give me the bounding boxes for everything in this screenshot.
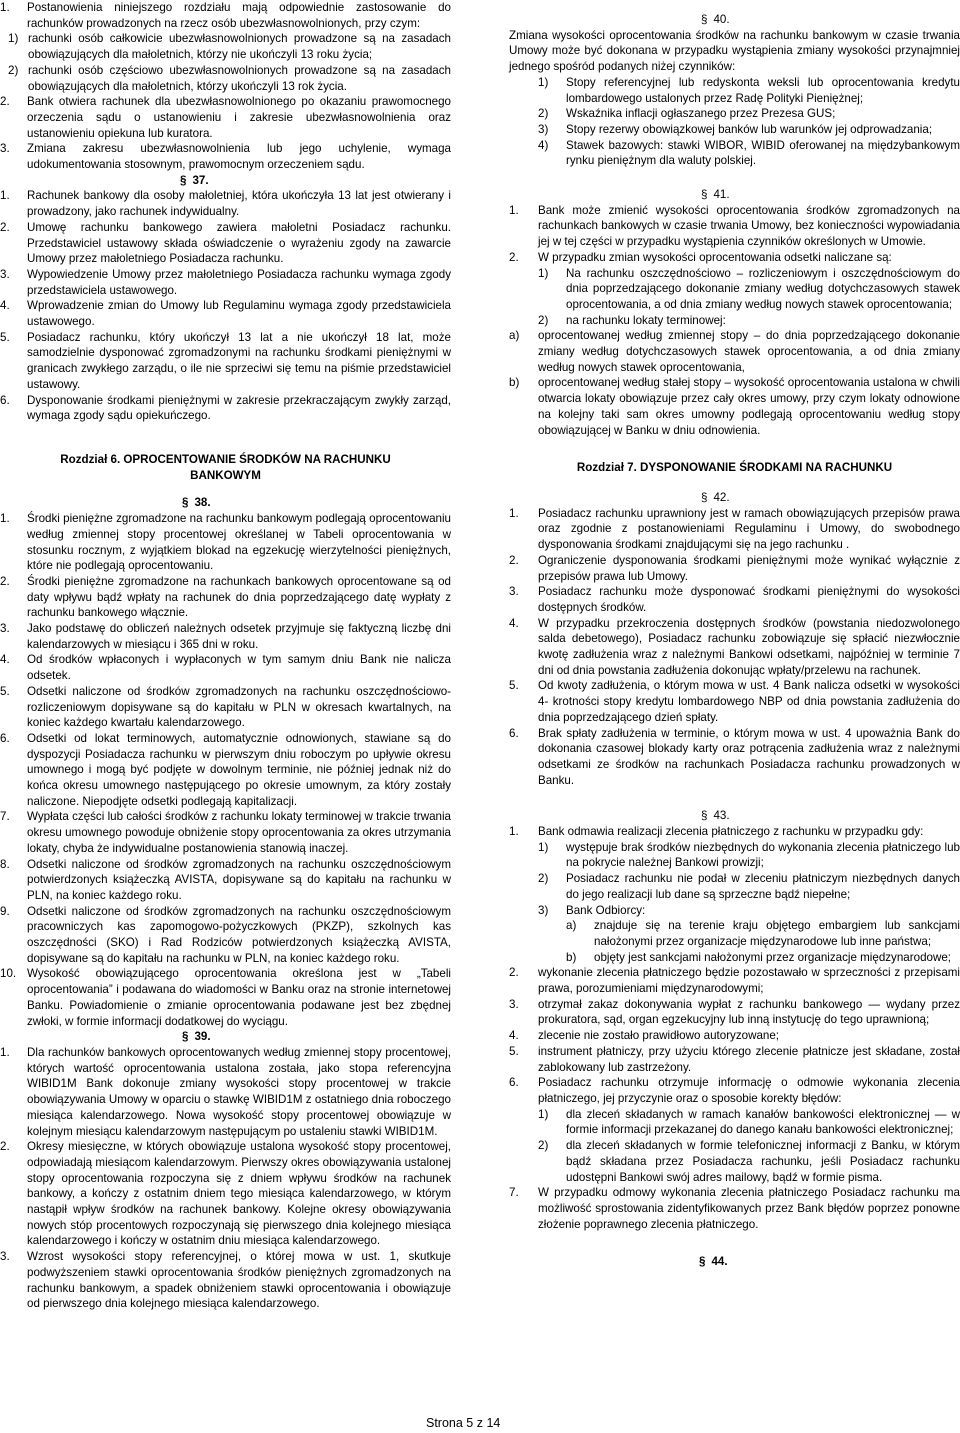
item-text: Odsetki od lokat terminowych, automatycznie odnowionych, stawiane są do dyspozycji Posiadacza rachunku w pierwszym dniu roboczym po upływie okresu umownego i mogą być podjęte w dowolnym terminie, nie później jednak niż do końca okresu umownego następującego po okresie umownym, za który zostały naliczone. Niepodjęte odsetki podlegają kapitalizacji.	[27, 731, 451, 808]
item-number: 1)	[538, 266, 549, 280]
item-number: 1.	[0, 1, 10, 14]
item-number: 2)	[8, 63, 19, 77]
list-item	[538, 138, 960, 169]
list-item	[0, 220, 451, 267]
item-number: 5.	[509, 679, 519, 693]
section-38-list	[0, 511, 451, 1029]
section-37-heading: § 37.	[180, 173, 209, 187]
list-item	[538, 106, 960, 122]
item-text: Postanowienia niniejszego rozdziału mają odpowiednie zastosowanie do rachunków prowadzonych na rzecz osób ubezwłasnowolnionych, przy czym:	[27, 1, 451, 30]
list-item	[8, 31, 451, 62]
item-text: Bank otwiera rachunek dla ubezwłasnowolnionego po okazaniu prawomocnego orzeczenia sądu o ustanowieniu i zakresie ubezwłasnowolnienia oraz ustanowieniu opiekuna lub kuratora.	[27, 95, 451, 140]
list-item	[0, 1045, 451, 1139]
item-text: Od kwoty zadłużenia, o którym mowa w ust. 4 Bank nalicza odsetki w wysokości 4- krotności stopy kredytu lombardowego NBP od dnia powstania zadłużenia do dnia poprzedzającego dzień spłaty.	[538, 679, 960, 724]
section-43-heading: § 43.	[701, 809, 730, 823]
item-text: dla zleceń składanych w ramach kanałów bankowości elektronicznej — w formie informacji przekazanej do danego kanału bankowości elektronicznej;	[566, 1107, 960, 1137]
item-text: instrument płatniczy, przy użyciu którego zlecenie płatnicze jest składane, został zablokowany lub zastrzeżony.	[538, 1044, 960, 1074]
item-number: 3.	[0, 267, 10, 281]
item-text: Bank może zmienić wysokości oprocentowania środków zgromadzonych na rachunkach bankowych w czasie trwania Umowy, bez konieczności wypowiadania jej w tej części w przypadku wystąpienia czynników określonych w Umowie.	[538, 203, 960, 249]
item-text: otrzymał zakaz dokonywania wypłat z rachunku bankowego — wydany przez prokuratora, sąd, organ egzekucyjny lub inną instytucję do tego uprawnioną;	[538, 997, 960, 1027]
section-38-heading: § 38.	[182, 496, 211, 510]
item-number: 2)	[538, 313, 549, 327]
list-item	[566, 950, 960, 966]
item-text: oprocentowanej według stałej stopy – wysokość oprocentowania ustalona w chwili otwarcia lokaty obowiązuje przez cały okres umowy, przy czym lokaty odnowione na kolejny taki sam okres umowny podlegają oprocentowaniu według stopy obowiązującej w Banku w dniu odnowienia.	[538, 376, 960, 437]
item-text: Posiadacz rachunku uprawniony jest w ramach obowiązujących przepisów prawa oraz zgodnie z postanowieniami Regulaminu i Umowy, do swobodnego dysponowania środkami znajdującymi się na jego rachunku .	[538, 506, 960, 552]
list-item	[509, 1028, 960, 1044]
item-text: Bank odmawia realizacji zlecenia płatniczego z rachunku w przypadku gdy:	[538, 825, 924, 839]
list-item	[538, 1107, 960, 1138]
item-number: 2.	[0, 1140, 10, 1154]
item-number: 2)	[538, 107, 549, 121]
list-item	[509, 965, 960, 996]
item-number: 1.	[0, 512, 10, 526]
item-text: Środki pieniężne zgromadzone na rachunkach bankowych oprocentowane są od daty wpływu bądź wpłaty na rachunek do dnia poprzedzającego datę wypłaty z rachunku bankowego włącznie.	[27, 574, 451, 620]
list-item	[8, 63, 451, 94]
list-item	[0, 684, 451, 731]
item-text: występuje brak środków niezbędnych do wykonania zlecenia płatniczego lub na pokrycie należnej Bankowi prowizji;	[566, 840, 960, 870]
item-number: 1)	[538, 840, 549, 854]
section-41-heading: § 41.	[701, 188, 730, 202]
item-text: Odsetki naliczone od środków zgromadzonych na rachunku oszczędnościowo- rozliczeniowym dopisywane są do kapitału w PLN w okresach kwartalnych, na koniec każdego kwartału kalendarzowego.	[27, 684, 451, 730]
list-item	[0, 857, 451, 904]
item-text: Zmiana zakresu ubezwłasnowolnienia lub jego uchylenie, wymaga udokumentowania stosownym, prawomocnym orzeczeniem sądu.	[27, 142, 451, 172]
section-37-list	[0, 188, 451, 424]
list-item	[509, 375, 960, 438]
item-text: rachunki osób częściowo ubezwłasnowolnionych prowadzone są na zasadach obowiązujących dla małoletnich, którzy ukończyli 13 rok życia.	[28, 63, 451, 93]
item-number: 5.	[0, 330, 10, 344]
item-number: 3.	[0, 142, 10, 156]
section-40-heading: § 40.	[701, 13, 730, 26]
list-item	[0, 298, 451, 329]
item-number: 10.	[0, 967, 17, 981]
list-item	[0, 904, 451, 967]
list-item	[538, 871, 960, 902]
item-text: Dysponowanie środkami pieniężnymi w zakresie przekraczającym zwykły zarząd, wymaga zgody sądu opiekuńczego.	[27, 393, 451, 423]
item-text: Wypłata części lub całości środków z rachunku lokaty terminowej w trakcie trwania okresu umownego powoduje obniżenie stopy oprocentowania za okres utrzymania lokaty, chyba że indywidualne postanowienia stanowią inaczej.	[27, 810, 451, 855]
item-text: objęty jest sankcjami nałożonymi przez organizacje międzynarodowe;	[594, 950, 952, 964]
list-item	[0, 731, 451, 810]
item-number: 4.	[509, 1029, 519, 1043]
item-number: 4.	[0, 299, 10, 313]
item-text: Posiadacz rachunku nie podał w zleceniu płatniczym niezbędnych danych do jego realizacji lub dane są sprzeczne bądź niepełne;	[566, 872, 960, 901]
section-42-heading: § 42.	[701, 490, 730, 504]
item-number: 1)	[538, 75, 549, 89]
list-item	[0, 1139, 451, 1249]
item-number: 9.	[0, 904, 10, 918]
list-item	[509, 1044, 960, 1075]
item-number: 4.	[509, 616, 519, 630]
item-text: dla zleceń składanych w formie telefonicznej informacji z Banku, w którym bądź składana przez Posiadacza rachunku, jeśli Posiadacz rachunku udostępni Bankowi swój adres mailowy, bądź w formie pisma.	[566, 1139, 960, 1184]
item-text: Posiadacz rachunku może dysponować środkami pieniężnymi do wysokości dostępnych środków.	[538, 585, 960, 614]
section-39-list	[0, 1045, 451, 1312]
item-number: 1.	[509, 203, 519, 217]
item-text: Stopy rezerwy obowiązkowej banków lub warunków jej odprowadzania;	[566, 122, 933, 136]
item-text: W przypadku zmian wysokości oprocentowania odsetki naliczane są:	[538, 250, 892, 264]
item-number: 1)	[8, 32, 19, 46]
list-item	[0, 0, 451, 31]
item-text: Stopy referencyjnej lub redyskonta weksli lub oprocentowania kredytu lombardowego ustalonych przez Radę Polityki Pieniężnej;	[566, 75, 960, 105]
item-number: 6.	[0, 393, 10, 407]
list-item	[538, 266, 960, 313]
item-text: Posiadacz rachunku otrzymuje informację o odmowie wykonania zlecenia płatniczego, jej przyczynie oraz o sposobie korekty błędów:	[538, 1076, 960, 1105]
item-text: Rachunek bankowy dla osoby małoletniej, która ukończyła 13 lat jest otwierany i prowadzony, jako rachunek indywidualny.	[27, 189, 451, 219]
list-item	[0, 94, 451, 141]
item-text: zlecenie nie zostało prawidłowo autoryzowane;	[538, 1029, 780, 1043]
item-text: Okresy miesięczne, w których obowiązuje ustalona wysokość stopy procentowej, odpowiadają miesiącom kalendarzowym. Pierwszy okres obowiązywania ustalonej stopy oprocentowania rozpoczyna się z dniem wpływu środków na rachunek bankowy, a kończy z ostatnim dniem tego miesiąca kalendarzowego, w którym nastąpił wpływ środków na rachunek bankowy. Kolejne okresy obowiązywania nowych stóp procentowych rozpoczynają się pierwszego dnia kolejnego miesiąca kalendarzowego i kończy w ostatnim dniu miesiąca kalendarzowego.	[27, 1140, 451, 1248]
item-text: Odsetki naliczone od środków zgromadzonych na rachunku oszczędnościowym pracowniczych kas zapomogowo-pożyczkowych (PKZP), szkolnych kas oszczędności (SKO) i Rad Rodziców potwierdzonych książeczką AVISTA, dopisywane są do kapitału na rachunku w PLN, na koniec każdego roku.	[27, 904, 451, 965]
list-item	[509, 1185, 960, 1232]
item-number: 6.	[509, 1076, 519, 1090]
item-text: W przypadku przekroczenia dostępnych środków (powstania niedozwolonego salda debetowego), Posiadacz rachunku zobowiązuje się spłacić niezwłocznie kwotę zadłużenia wraz z należnymi Bankowi odsetkami, najpóźniej w terminie 7 dni od dnia powstania zadłużenia dokonując wpłaty/przelewu na rachunek.	[538, 616, 960, 677]
list-item	[509, 584, 960, 615]
item-number: 4)	[538, 138, 549, 152]
list-item	[509, 616, 960, 679]
section-41-list	[509, 203, 960, 439]
item-number: 2.	[509, 250, 519, 264]
item-text: Na rachunku oszczędnościowo – rozliczeniowym i oszczędnościowym do dnia poprzedzającego dokonanie zmiany według dotychczasowych stawek oprocentowania, a od dnia zmiany według nowych stawek oprocentowania;	[566, 266, 960, 311]
item-text: Stawek bazowych: stawki WIBOR, WIBID oferowanej na międzybankowym rynku pieniężnym dla waluty polskiej.	[566, 138, 960, 168]
item-number: 1.	[0, 189, 10, 203]
list-item	[538, 75, 960, 106]
list-item	[509, 328, 960, 375]
list-item	[566, 918, 960, 949]
item-number: 2.	[0, 220, 10, 234]
list-item	[0, 809, 451, 856]
item-text: Wskaźnika inflacji ogłaszanego przez Prezesa GUS;	[566, 107, 836, 121]
list-item	[509, 1075, 960, 1106]
list-item	[0, 1249, 451, 1312]
item-text: Dla rachunków bankowych oprocentowanych według zmiennej stopy procentowej, których wartość oprocentowania ustalona została, jako stopa referencyjna WIBID1M Bank dokonuje zmiany wysokości stopy procentowej w trakcie obowiązywania Umowy w oparciu o stawkę WIBID1M z ostatniego dnia roboczego miesiąca kalendarzowego. Nowa wysokość stopy procentowej obowiązuje w kolejnym miesiącu kalendarzowym następującym po ustaleniu stawki WIBID1M.	[27, 1046, 451, 1138]
list-item	[0, 141, 451, 172]
item-number: b)	[566, 950, 577, 964]
item-text: Umowę rachunku bankowego zawiera małoletni Posiadacz rachunku. Przedstawiciel ustawowy składa oświadczenie o wyrażeniu zgody na zawarcie Umowy przez małoletniego Posiadacza rachunku.	[27, 220, 451, 266]
item-text: Ograniczenie dysponowania środkami pieniężnymi może wynikać wyłącznie z przepisów prawa lub Umowy.	[538, 553, 960, 583]
list-item	[0, 267, 451, 298]
section-40-intro: Zmiana wysokości oprocentowania środków na rachunku bankowym w czasie trwania Umowy może być dokonana w przypadku wystąpienia zmiany wysokości przynajmniej jednego spośród podanych niżej czynników:	[509, 28, 960, 74]
item-number: 5.	[509, 1044, 519, 1058]
item-text: znajduje się na terenie kraju objętego embargiem lub sankcjami nałożonymi przez organizacje międzynarodowe lub inne państwa;	[594, 919, 960, 948]
list-item	[538, 1138, 960, 1185]
item-number: 3.	[0, 622, 10, 636]
item-text: Środki pieniężne zgromadzone na rachunku bankowym podlegają oprocentowaniu według zmiennej stopy procentowej określanej w Tabeli oprocentowania w stosunku rocznym, z wyjątkiem blokad na egzekucję wierzytelności pieniężnych, które nie podlegają oprocentowaniu.	[27, 512, 451, 573]
item-text: Bank Odbiorcy:	[566, 903, 646, 917]
left-column	[0, 0, 451, 1312]
page-footer: Strona 5 z 14	[426, 1416, 501, 1430]
item-number: 3)	[538, 122, 549, 136]
item-text: Posiadacz rachunku, który ukończył 13 lat a nie ukończył 18 lat, może samodzielnie dysponować zgromadzonymi na rachunku środkami pieniężnymi w granicach zwykłego zarządu, o ile nie sprzeciwi się temu na piśmie przedstawiciel ustawowy.	[27, 330, 451, 391]
list-item	[0, 393, 451, 424]
list-item	[0, 330, 451, 393]
section-40-list	[509, 75, 960, 169]
item-number: 6.	[509, 726, 519, 740]
item-text: rachunki osób całkowicie ubezwłasnowolnionych prowadzone są na zasadach obowiązujących dla małoletnich, którzy nie ukończyli 13 roku życia;	[28, 32, 451, 62]
item-number: 5.	[0, 684, 10, 698]
list-item	[0, 652, 451, 683]
item-number: 8.	[0, 857, 10, 871]
list-item	[538, 313, 960, 329]
list-item	[538, 840, 960, 871]
list-item	[509, 506, 960, 553]
list-item	[0, 511, 451, 574]
list-item	[509, 997, 960, 1028]
item-number: 1.	[0, 1046, 10, 1059]
item-text: Wypowiedzenie Umowy przez małoletniego Posiadacza rachunku wymaga zgody przedstawiciela ustawowego.	[27, 267, 451, 297]
list-item	[0, 188, 451, 219]
list-item	[509, 824, 960, 840]
list-item	[509, 203, 960, 250]
section-36-list	[0, 0, 451, 173]
chapter-6-heading: Rozdział 6. OPROCENTOWANIE ŚRODKÓW NA RACHUNKU BANKOWYM	[60, 452, 391, 482]
section-39-heading: § 39.	[182, 1030, 211, 1044]
list-item	[509, 250, 960, 266]
item-number: 1.	[509, 825, 519, 839]
item-number: 2)	[538, 1139, 549, 1153]
item-number: a)	[566, 919, 577, 933]
item-text: Wzrost wysokości stopy referencyjnej, o której mowa w ust. 1, skutkuje podwyższeniem stawki oprocentowania środków pieniężnych zgromadzonych na rachunku bankowym, a spadek obniżeniem stawki oprocentowania i obowiązuje od pierwszego dnia kolejnego miesiąca kalendarzowego.	[27, 1250, 451, 1311]
item-text: Odsetki naliczone od środków zgromadzonych na rachunku oszczędnościowym potwierdzonych książeczką AVISTA, dopisywane są do kapitału na rachunku w PLN, na koniec każdego roku.	[27, 857, 451, 902]
list-item	[509, 726, 960, 789]
item-number: 2)	[538, 872, 549, 886]
item-number: 2.	[509, 966, 519, 980]
chapter-7-heading: Rozdział 7. DYSPONOWANIE ŚRODKAMI NA RACHUNKU	[576, 461, 893, 475]
item-number: 1.	[509, 506, 519, 520]
list-item	[509, 553, 960, 584]
list-item	[538, 903, 960, 919]
item-text: na rachunku lokaty terminowej:	[566, 313, 726, 327]
item-number: 3)	[538, 903, 549, 917]
item-text: wykonanie zlecenia płatniczego będzie pozostawało w sprzeczności z przepisami prawa, porozumieniami międzynarodowymi;	[538, 966, 960, 996]
item-text: Wprowadzenie zmian do Umowy lub Regulaminu wymaga zgody przedstawiciela ustawowego.	[27, 299, 451, 329]
item-text: Jako podstawę do obliczeń należnych odsetek przyjmuje się faktyczną liczbę dni kalendarzowych w miesiącu i 365 dni w roku.	[27, 622, 451, 651]
item-number: 2.	[0, 574, 10, 588]
section-44-heading: § 44.	[699, 1255, 728, 1269]
item-number: 1)	[538, 1107, 549, 1121]
list-item	[0, 574, 451, 621]
list-item	[0, 966, 451, 1029]
item-number: 3.	[509, 997, 519, 1011]
list-item	[0, 621, 451, 652]
item-number: 3.	[0, 1250, 10, 1264]
item-text: oprocentowanej według zmiennej stopy – do dnia poprzedzającego dokonanie zmiany według dotychczasowych stawek oprocentowania, a od dnia zmiany według nowych stawek oprocentowania,	[538, 329, 960, 374]
list-item	[538, 122, 960, 138]
item-number: 3.	[509, 585, 519, 599]
item-text: Od środków wpłaconych i wypłaconych w tym samym dniu Bank nie nalicza odsetek.	[27, 653, 451, 683]
item-number: b)	[509, 376, 520, 390]
item-number: 2.	[0, 95, 10, 109]
section-43-list	[509, 824, 960, 1232]
right-column	[509, 0, 960, 1270]
item-text: W przypadku odmowy wykonania zlecenia płatniczego Posiadacz rachunku ma możliwość sprostowania zidentyfikowanych przez Bank błędów poprzez ponowne złożenie poprawnego zlecenia płatniczego.	[538, 1186, 960, 1231]
item-number: 7.	[0, 810, 10, 824]
item-number: 7.	[509, 1186, 519, 1200]
item-number: 6.	[0, 731, 10, 745]
item-text: Brak spłaty zadłużenia w terminie, o którym mowa w ust. 4 upoważnia Bank do dokonania czasowej blokady karty oraz potrącenia zadłużenia wraz z należnymi odsetkami ze środków na rachunkach Posiadacza rachunku prowadzonych w Banku.	[538, 726, 960, 787]
list-item	[509, 678, 960, 725]
item-number: 2.	[509, 553, 519, 567]
item-text: Wysokość obowiązującego oprocentowania określona jest w „Tabeli oprocentowania” i podawana do wiadomości w Banku oraz na stronie internetowej Banku. Powiadomienie o zmianie oprocentowania podawane jest bez zbędnej zwłoki, w formie informacji dodatkowej do wyciągu.	[27, 967, 451, 1028]
section-42-list	[509, 506, 960, 789]
item-number: a)	[509, 329, 520, 343]
item-number: 4.	[0, 653, 10, 667]
